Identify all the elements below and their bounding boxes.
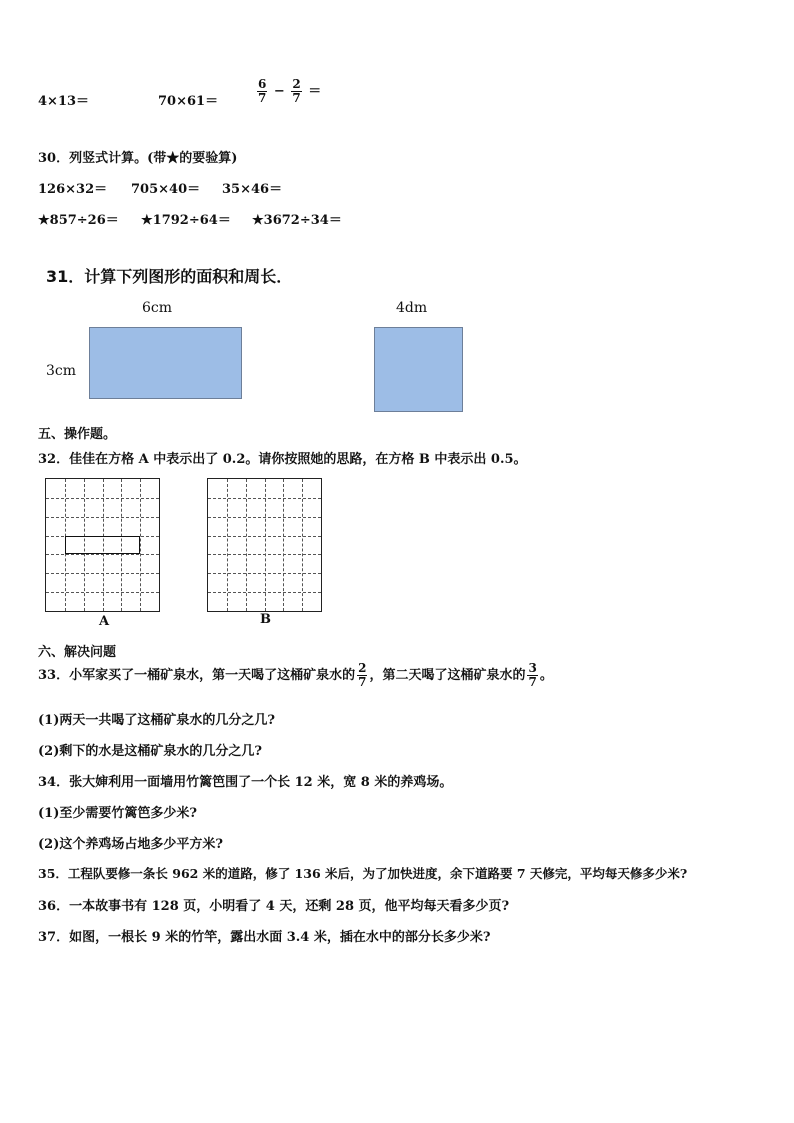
q30-expr-3: 35×46＝: [222, 182, 283, 197]
q34-text: 34．张大婶利用一面墙用竹篱笆围了一个长 12 米，宽 8 米的养鸡场。: [38, 775, 453, 790]
fraction-two-sevenths: $\frac{2}{7}$: [358, 661, 367, 689]
q30-expr-5: ★1792÷64＝: [141, 213, 231, 228]
square-side-label: 4dm: [396, 300, 428, 316]
grid-b-hline: [208, 517, 321, 518]
grid-b-hline: [208, 536, 321, 537]
q30-title: 30．列竖式计算。(带★的要验算): [38, 151, 238, 166]
q34-sub1: (1)至少需要竹篱笆多少米?: [38, 806, 197, 821]
rect-height-label: 3cm: [46, 363, 77, 379]
grid-a-hline: [46, 554, 159, 555]
grid-a-label: A: [99, 614, 110, 629]
grid-a-hline: [46, 592, 159, 593]
grid-b-hline: [208, 554, 321, 555]
q36-text: 36．一本故事书有 128 页，小明看了 4 天，还剩 28 页，他平均每天看多少页?: [38, 899, 510, 914]
grid-a: [45, 478, 160, 612]
fraction-two-sevenths: $\frac{2}{7}$: [292, 77, 301, 105]
section-5-heading: 五、操作题。: [38, 427, 117, 442]
rectangle-shape: [89, 327, 242, 399]
q33-sub1: (1)两天一共喝了这桶矿泉水的几分之几?: [38, 713, 275, 728]
grid-b[interactable]: [207, 478, 322, 612]
grid-b-hline: [208, 573, 321, 574]
q30-expr-6: ★3672÷34＝: [252, 213, 342, 228]
grid-b-hline: [208, 498, 321, 499]
q30-expr-1: 126×32＝: [38, 182, 108, 197]
q31-title: 31．计算下列图形的面积和周长．: [46, 267, 293, 286]
expr-4x13: 4×13＝: [38, 94, 90, 109]
q37-text: 37．如图，一根长 9 米的竹竿，露出水面 3.4 米，插在水中的部分长多少米?: [38, 930, 491, 945]
q30-expr-4: ★857÷26＝: [38, 213, 119, 228]
expr-70x61: 70×61＝: [158, 94, 219, 109]
grid-a-highlight: [65, 536, 140, 555]
q34-sub2: (2)这个养鸡场占地多少平方米?: [38, 837, 223, 852]
rect-width-label: 6cm: [142, 300, 173, 316]
q35-text: 35．工程队要修一条长 962 米的道路，修了 136 米后，为了加快进度，余下道路要 7 天修完，平均每天修多少米?: [38, 866, 688, 881]
fraction-six-sevenths: $\frac{6}{7}$: [258, 77, 267, 105]
q30-expr-2: 705×40＝: [131, 182, 201, 197]
q33-text: 33．小军家买了一桶矿泉水，第一天喝了这桶矿泉水的 $\frac{2}{7}$ ，第二天喝了这桶矿泉水的 $\frac{3}{7}$ 。: [38, 661, 553, 689]
grid-a-hline: [46, 517, 159, 518]
grid-a-hline: [46, 573, 159, 574]
square-shape: [374, 327, 463, 412]
grid-a-hline: [46, 498, 159, 499]
fraction-three-sevenths: $\frac{3}{7}$: [528, 661, 537, 689]
section-6-heading: 六、解决问题: [38, 645, 117, 660]
grid-b-label: B: [260, 612, 271, 627]
q33-sub2: (2)剩下的水是这桶矿泉水的几分之几?: [38, 744, 262, 759]
expr-fraction-subtraction: $\frac{6}{7}$ − $\frac{2}{7}$ ＝: [258, 77, 322, 105]
q32-text: 32．佳佳在方格 A 中表示出了 0.2。请你按照她的思路，在方格 B 中表示出 0.5。: [38, 452, 527, 467]
grid-b-hline: [208, 592, 321, 593]
